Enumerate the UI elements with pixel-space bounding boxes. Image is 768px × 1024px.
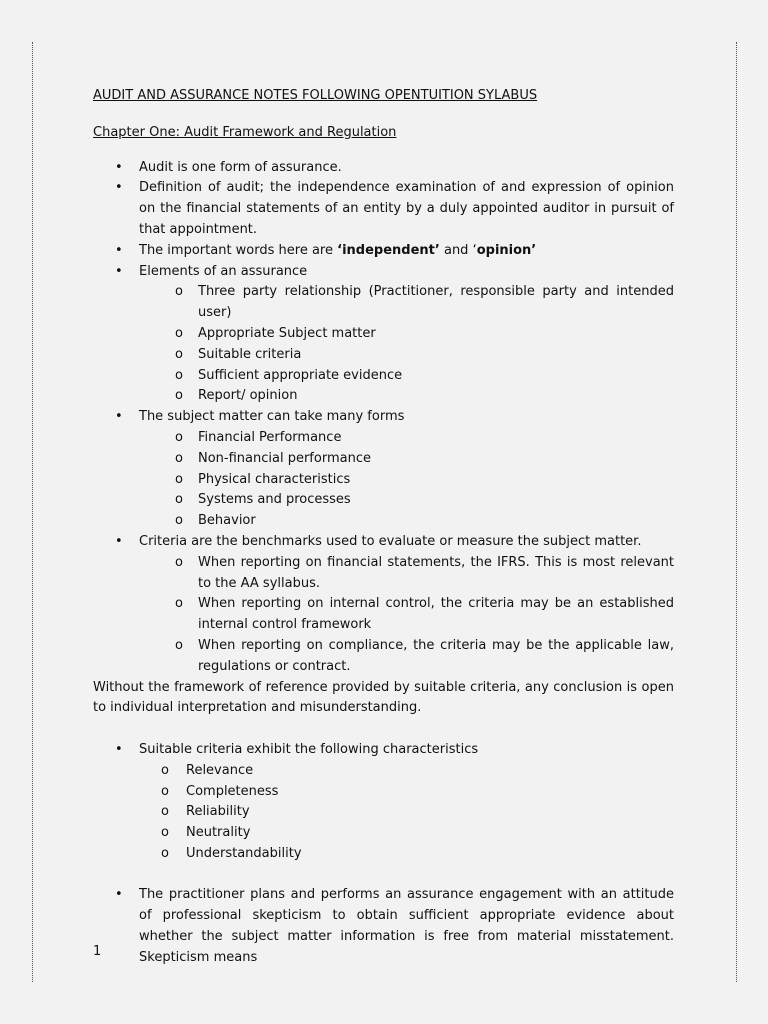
page-border-left (32, 42, 33, 982)
sub-item: o Appropriate Subject matter (93, 324, 674, 345)
main-list (93, 885, 674, 968)
sub-item: o Relevance (93, 761, 674, 782)
document-body (93, 86, 674, 969)
bullet-item: • The subject matter can take many forms (93, 407, 674, 428)
sub-item: o Non-financial performance (93, 449, 674, 470)
sub-item: o Sufficient appropriate evidence (93, 366, 674, 387)
sub-list (93, 282, 674, 407)
bullet-item (93, 241, 674, 262)
page-border-right (736, 42, 737, 982)
document-title: AUDIT AND ASSURANCE NOTES FOLLOWING OPENTUITION SYLABUS (93, 88, 538, 103)
main-list (93, 158, 674, 678)
sub-list (93, 428, 674, 532)
blank-line (93, 719, 674, 740)
page-number: 1 (93, 944, 102, 959)
sub-list-container (93, 553, 674, 678)
sub-item: o Behavior (93, 511, 674, 532)
text: ’ (434, 242, 440, 258)
chapter-heading: Chapter One: Audit Framework and Regulation (93, 124, 397, 140)
text: and ‘ (439, 242, 477, 258)
sub-item: o Understandability (93, 844, 674, 865)
bullet-item: • Elements of an assurance (93, 262, 674, 283)
text: ‘ (337, 242, 343, 258)
sub-item: o Report/ opinion (93, 386, 674, 407)
sub-item: o Physical characteristics (93, 470, 674, 491)
text: The important words here are (139, 242, 338, 258)
sub-item: o Reliability (93, 802, 674, 823)
sub-item: o Neutrality (93, 823, 674, 844)
sub-item: o When reporting on financial statements, the IFRS. This is most relevant to the AA syllabus. (93, 553, 674, 595)
sub-item: o Completeness (93, 782, 674, 803)
main-list (93, 740, 674, 865)
text: ’ (531, 242, 537, 258)
sub-item: o Systems and processes (93, 490, 674, 511)
sub-item: o Financial Performance (93, 428, 674, 449)
sub-list-container (93, 761, 674, 865)
sub-item: o Three party relationship (Practitioner, responsible party and intended user) (93, 282, 674, 324)
sub-list (93, 761, 674, 865)
bullet-item: • Criteria are the benchmarks used to evaluate or measure the subject matter. (93, 532, 674, 553)
paragraph: Without the framework of reference provided by suitable criteria, any conclusion is open to individual interpretation and misunderstanding. (93, 679, 674, 716)
key-word: opinion (476, 242, 532, 258)
blank-line (93, 865, 674, 886)
bullet-item: • The practitioner plans and performs an assurance engagement with an attitude of professional skepticism to obtain sufficient appropriate evidence about whether the subject matter information is free from material misstatement. Skepticism means (93, 885, 674, 968)
sub-item: o When reporting on compliance, the criteria may be the applicable law, regulations or contract. (93, 636, 674, 678)
bullet-item: • Definition of audit; the independence examination of and expression of opinion on the financial statements of an entity by a duly appointed auditor in pursuit of that appointment. (93, 178, 674, 240)
sub-list (93, 553, 674, 678)
sub-item: o Suitable criteria (93, 345, 674, 366)
bullet-item: • Suitable criteria exhibit the following characteristics (93, 740, 674, 761)
sub-list-container (93, 282, 674, 407)
sub-item: o When reporting on internal control, the criteria may be an established internal control framework (93, 594, 674, 636)
sub-list-container (93, 428, 674, 532)
key-word: independent (342, 242, 435, 258)
bullet-item: • Audit is one form of assurance. (93, 158, 674, 179)
